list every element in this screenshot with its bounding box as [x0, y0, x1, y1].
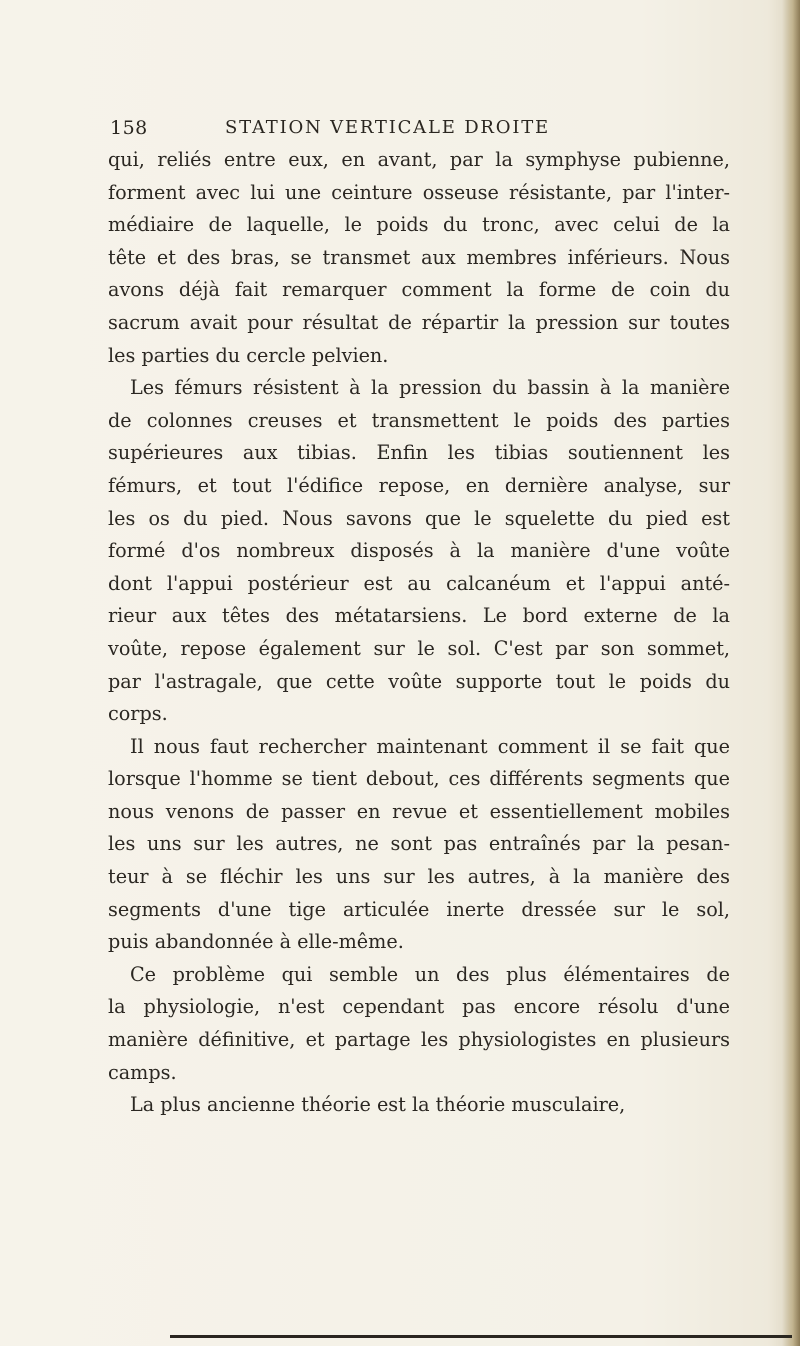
- text-line: les uns sur les autres, ne sont pas entraînés par la pesan-: [108, 832, 730, 856]
- paragraph-start: Les fémurs résistent à la pression du bassin à la manière: [130, 376, 730, 400]
- text-line: par l'astragale, que cette voûte supporte tout le poids du: [108, 669, 730, 693]
- text-line: dont l'appui postérieur est au calcanéum et l'appui anté-: [108, 571, 730, 595]
- text-line: avons déjà fait remarquer comment la forme de coin du: [108, 278, 730, 302]
- text-line: les parties du cercle pelvien.: [108, 343, 389, 367]
- text-line: de colonnes creuses et transmettent le poids des parties: [108, 408, 730, 432]
- text-line: la physiologie, n'est cependant pas encore résolu d'une: [108, 995, 730, 1019]
- text-line: nous venons de passer en revue et essentiellement mobiles: [108, 799, 730, 823]
- text-line: puis abandonnée à elle-même.: [108, 930, 404, 954]
- paragraph-start: Il nous faut rechercher maintenant comment il se fait que: [130, 734, 730, 758]
- text-line: formé d'os nombreux disposés à la manière d'une voûte: [108, 539, 730, 563]
- running-head: [110, 117, 710, 147]
- page-number: 158: [110, 117, 148, 139]
- paragraph-start: Ce problème qui semble un des plus élémentaires de: [130, 962, 730, 986]
- text-line: médiaire de laquelle, le poids du tronc, avec celui de la: [108, 213, 730, 237]
- text-line: qui, reliés entre eux, en avant, par la symphyse pubienne,: [108, 148, 730, 171]
- body-text: [108, 144, 730, 1122]
- running-title: STATION VERTICALE DROITE: [225, 117, 550, 138]
- page-edge-shadow: [782, 0, 800, 1346]
- text-line: teur à se fléchir les uns sur les autres, à la manière des: [108, 865, 730, 889]
- text-line: rieur aux têtes des métatarsiens. Le bord externe de la: [108, 604, 730, 628]
- text-line: manière définitive, et partage les physiologistes en plusieurs: [108, 1028, 730, 1052]
- text-line: segments d'une tige articulée inerte dressée sur le sol,: [108, 897, 730, 921]
- text-line: supérieures aux tibias. Enfin les tibias soutiennent les: [108, 441, 730, 465]
- text-line: sacrum avait pour résultat de répartir la pression sur toutes: [108, 310, 730, 334]
- bottom-edge-rule: [170, 1335, 792, 1338]
- text-line: les os du pied. Nous savons que le squelette du pied est: [108, 506, 730, 530]
- text-line: camps.: [108, 1060, 177, 1084]
- text-line: corps.: [108, 702, 168, 726]
- paragraph-start: La plus ancienne théorie est la théorie musculaire,: [130, 1093, 626, 1117]
- text-line: lorsque l'homme se tient debout, ces différents segments que: [108, 767, 730, 791]
- text-line: forment avec lui une ceinture osseuse résistante, par l'inter-: [108, 180, 730, 204]
- text-line: voûte, repose également sur le sol. C'est par son sommet,: [108, 636, 730, 660]
- text-line: tête et des bras, se transmet aux membres inférieurs. Nous: [108, 245, 730, 269]
- text-line: fémurs, et tout l'édifice repose, en dernière analyse, sur: [108, 473, 730, 497]
